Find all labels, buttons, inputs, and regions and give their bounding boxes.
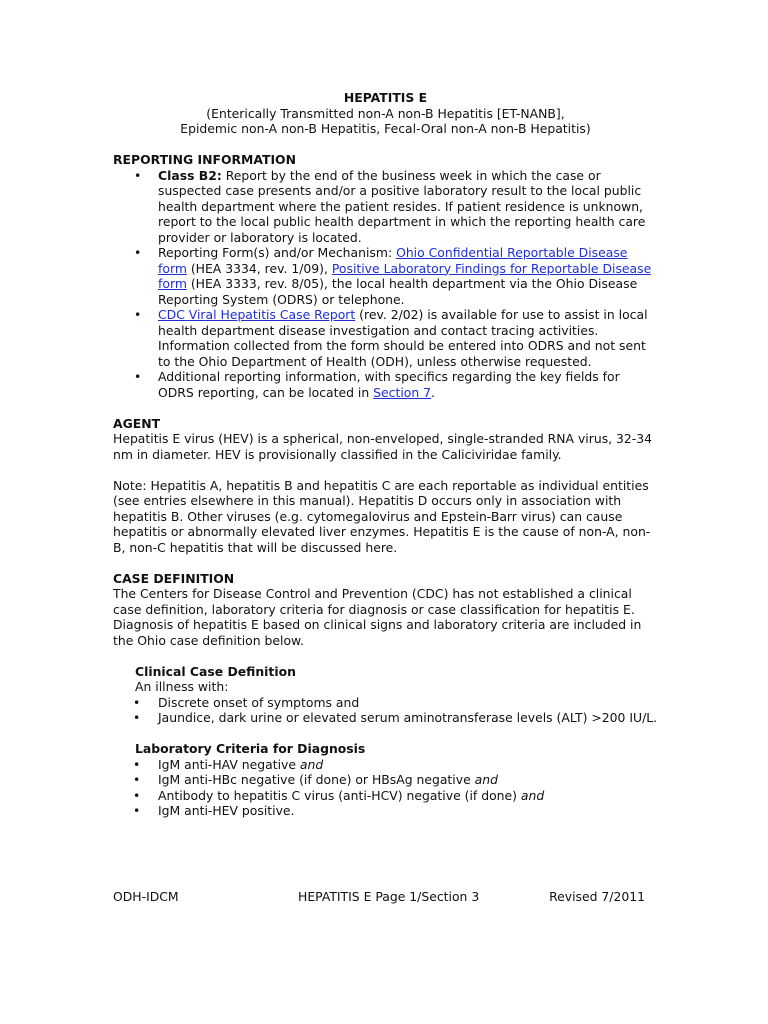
title-block (113, 90, 658, 137)
reporting-item-additional (113, 369, 658, 400)
footer-right: Revised 7/2011 (549, 889, 645, 904)
cdc-case-report-link[interactable]: CDC Viral Hepatitis Case Report (158, 307, 356, 322)
list-item (113, 803, 658, 819)
lab-item-text: Antibody to hepatitis C virus (anti-HCV) negative (if done) (158, 787, 521, 803)
footer-left: ODH-IDCM (113, 889, 179, 904)
case-definition-paragraph: The Centers for Disease Control and Prevention (CDC) has not established a clinical case definition, laboratory criteria for diagnosis or case classification for hepatitis E. Diagnosis of hepatitis E based on clinical signs and laboratory criteria are included in the Ohio case definition below. (113, 586, 642, 648)
reporting-item-forms (113, 245, 658, 307)
forms-text-post: (HEA 3333, rev. 8/05), the local health department via the Ohio Disease Reporting System (ODRS) or telephone. (158, 276, 638, 307)
forms-text-mid: (HEA 3334, rev. 1/09), (186, 260, 332, 276)
lab-list (113, 757, 658, 819)
agent-note: Note: Hepatitis A, hepatitis B and hepatitis C are each reportable as individual entities (see entries elsewhere in this manual). Hepatitis D occurs only in association with hepatitis B. Other viruses (e.g. cytomegalovirus and Epstein-Barr virus) can cause hepatitis or abnormally elevated liver enzymes. Hepatitis E is the cause of non-A, non-B, non-C hepatitis that will be discussed here. (113, 477, 651, 555)
clinical-list (113, 695, 658, 726)
lab-item-conjunction: and (299, 756, 324, 772)
list-item (113, 788, 658, 804)
clinical-intro: An illness with: (135, 679, 229, 694)
case-definition-section (113, 571, 658, 819)
title-subtitle-1: (Enterically Transmitted non-A non-B Hepatitis [ET-NANB], (206, 105, 565, 121)
clinical-case-definition (113, 664, 658, 726)
title-subtitle-2: Epidemic non-A non-B Hepatitis, Fecal-Oral non-A non-B Hepatitis) (180, 121, 591, 136)
additional-text-post: . (431, 384, 435, 400)
lab-heading: Laboratory Criteria for Diagnosis (135, 741, 366, 756)
class-label: Class B2: (158, 167, 222, 183)
list-item (113, 772, 658, 788)
footer-center: HEPATITIS E Page 1/Section 3 (298, 889, 480, 904)
lab-item-text: IgM anti-HEV positive. (158, 803, 295, 818)
case-definition-heading: CASE DEFINITION (113, 570, 235, 586)
ohio-reportable-disease-form-link[interactable]: Ohio Confidential Reportable Disease form (158, 245, 628, 276)
cdc-text: (rev. 2/02) is available for use to assist in local health department disease investigation and contact tracing activities. Information collected from the form should be entered into ODRS and not sent to the Ohio Department of Health (ODH), unless otherwise requested. (158, 307, 648, 369)
agent-paragraph: Hepatitis E virus (HEV) is a spherical, non-enveloped, single-stranded RNA virus, 32-34 nm in diameter. HEV is provisionally classified in the Caliciviridae family. (113, 431, 653, 462)
positive-lab-findings-form-link[interactable]: Positive Laboratory Findings for Reportable Disease form (158, 260, 652, 291)
lab-item-text: IgM anti-HBc negative (if done) or HBsAg negative (158, 772, 475, 787)
reporting-item-class (113, 168, 658, 246)
list-item: • Discrete onset of symptoms and (113, 695, 658, 711)
reporting-list (113, 168, 658, 401)
reporting-section (113, 152, 658, 400)
clinical-heading: Clinical Case Definition (135, 663, 296, 679)
agent-section (113, 416, 658, 556)
agent-heading: AGENT (113, 415, 161, 431)
list-item (113, 757, 658, 773)
page-footer (113, 889, 645, 905)
class-text: Report by the end of the business week in which the case or suspected case presents and/or a positive laboratory result to the local public health department where the patient resides. If patient residence is unknown, report to the local public health department in which the reporting health care provider or laboratory is located. (158, 167, 646, 245)
reporting-item-cdc (113, 307, 658, 369)
section-7-link[interactable]: Section 7 (373, 384, 432, 400)
lab-item-conjunction: and (474, 772, 498, 787)
lab-item-conjunction: and (520, 787, 545, 803)
list-item: • Jaundice, dark urine or elevated serum aminotransferase levels (ALT) >200 IU/L. (113, 710, 658, 726)
lab-item-text: IgM anti-HAV negative (158, 756, 300, 772)
laboratory-criteria (113, 741, 658, 819)
document-title: HEPATITIS E (343, 90, 428, 105)
forms-text-pre: Reporting Form(s) and/or Mechanism: (158, 245, 397, 260)
reporting-heading: REPORTING INFORMATION (113, 152, 296, 167)
additional-text-pre: Additional reporting information, with specifics regarding the key fields for ODRS reporting, can be located in (158, 369, 620, 400)
document-page (113, 90, 658, 819)
